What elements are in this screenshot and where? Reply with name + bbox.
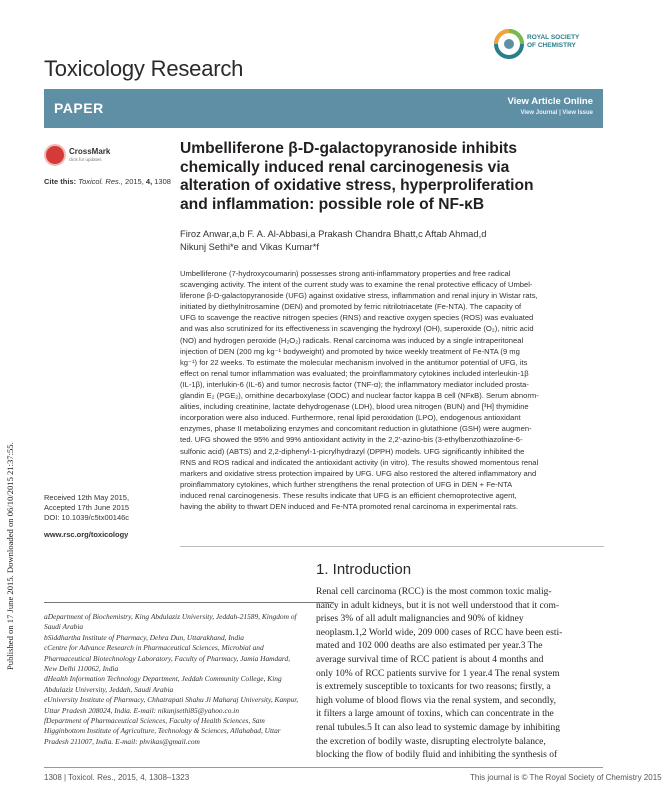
- received-line: Received 12th May 2015,: [44, 493, 130, 502]
- intro-line: neoplasm.1,2 World wide, 209 000 cases of RCC have been esti-: [316, 627, 563, 638]
- affiliation-line: fDepartment of Pharmaceutical Sciences, Faculty of Health Sciences, Sam: [44, 716, 265, 726]
- abstract-line: proinflammatory cytokines, which further strengthens the renal protection of UFG in DEN + Fe-NTA: [180, 479, 513, 489]
- citation-year: 2015,: [125, 177, 144, 186]
- article-type-banner: [44, 89, 603, 128]
- abstract-line: liferone β-D-galactopyranoside (UFG) against oxidative stress, inflammation and renal injury in Wistar rats,: [180, 291, 538, 301]
- crossmark-icon: [44, 144, 66, 166]
- abstract-line: initiated by diethylnitrosamine (DEN) and promoted by ferric nitrilotriacetate (Fe-NTA). The capacity of: [180, 302, 522, 312]
- affiliation-line: Pharmaceutical Biotechnology Laboratory, Faculty of Pharmacy, Jamia Hamdard,: [44, 653, 291, 663]
- footer-divider: [44, 767, 603, 768]
- section-heading-introduction: 1. Introduction: [316, 561, 412, 578]
- accepted-line: Accepted 17th June 2015: [44, 503, 130, 512]
- affiliation-line: New Delhi 110062, India: [44, 664, 119, 674]
- abstract-line: alities, including creatinine, lactate dehydrogenase (LDH), blood urea nitrogen (BUN) and [³H] thymidine: [180, 402, 529, 412]
- intro-line: Renal cell carcinoma (RCC) is the most common toxic malig-: [316, 587, 552, 597]
- abstract-line: scavenging activity. The intent of the current study was to examine the renal protective efficacy of Umbel-: [180, 280, 533, 290]
- citation-journal: Toxicol. Res.,: [78, 177, 123, 186]
- download-note: [2, 200, 18, 670]
- affiliation-line: dHealth Information Technology Department, Jeddah Community College, King: [44, 674, 282, 684]
- download-note-text: Published on 17 June 2015. Downloaded on 06/10/2015 21:37:55.: [5, 442, 15, 670]
- view-journal-issue-links[interactable]: View Journal | View Issue: [520, 110, 593, 116]
- article-type-label: PAPER: [54, 100, 104, 116]
- citation-volume: 4,: [145, 177, 153, 186]
- rsc-logo-line2: OF CHEMISTRY: [527, 42, 576, 49]
- rsc-logo-line1: ROYAL SOCIETY: [527, 34, 580, 41]
- citation-prefix: Cite this:: [44, 177, 77, 186]
- abstract-line: (NO) and hydrogen peroxide (H₂O₂) radicals. Renal carcinoma was induced by a single intraperitoneal: [180, 335, 524, 345]
- author-line: Firoz Anwar,a,b F. A. Al-Abbasi,a Prakash Chandra Bhatt,c Aftab Ahmad,d: [180, 228, 487, 239]
- rsc-logo: [493, 22, 603, 72]
- introduction-body: [316, 586, 606, 763]
- affiliation-line: eUniversity Institute of Pharmacy, Chhatrapati Shahu Ji Maharaj University, Kanpur,: [44, 695, 299, 705]
- abstract-line: injection of DEN (200 mg kg⁻¹ bodyweight) and promoted by twice weekly treatment of Fe-NTA (9 mg: [180, 346, 520, 356]
- intro-line: is extremely susceptible to toxicants for two reasons; firstly, a: [316, 682, 551, 693]
- footer-copyright: This journal is © The Royal Society of Chemistry 2015: [470, 773, 662, 782]
- affiliation-line: Uttar Pradesh 208024, India. E-mail: nikunjsethi85@yahoo.co.in: [44, 705, 240, 715]
- crossmark-sub: click for updates: [69, 157, 102, 162]
- intro-line: prises 3% of all adult malignancies and 90% of kidney: [316, 614, 524, 625]
- intro-line: the excretion of bodily waste, disrupting electrolyte balance,: [316, 736, 546, 747]
- abstract-line: sulfonic acid) (ABTS) and 2,2-diphenyl-1-picrylhydrazyl (DPPH) models. UFG significantly inhibited the: [180, 446, 525, 456]
- crossmark-button[interactable]: [44, 144, 124, 166]
- affiliation-divider: [44, 602, 334, 603]
- affiliation-line: Abdulaziz University, Jeddah, Saudi Arabia: [44, 684, 174, 694]
- abstract-line: glandin E₂ (PGE₂), ornithine decarboxylase (ODC) and nuclear factor kappa B cell (NFκB). Serum abnorm-: [180, 391, 539, 401]
- abstract-line: ted. UFG showed the 95% and 99% antioxidant activity in the 2,2′-azino-bis (3-ethylbenzothiazoline-6-: [180, 435, 523, 445]
- intro-line: average survival time of RCC patient is about 4 months and: [316, 654, 544, 665]
- title-line: and inflammation: possible role of NF-κB: [180, 195, 485, 213]
- abstract-line: UFG to scavenge the reactive nitrogen species (RNS) and reactive oxygen species (ROS) was evaluated: [180, 313, 534, 323]
- abstract-line: enzymes, phase II metabolizing enzymes and concomitant reduction in glutathione (GSH) were augmen-: [180, 424, 532, 434]
- title-line: Umbelliferone β-D-galactopyranoside inhibits: [180, 140, 518, 157]
- abstract-line: having the ability to thwart DEN induced and Fe-NTA promoted renal carcinoma in experimental rats.: [180, 501, 518, 511]
- affiliation-line: Saudi Arabia: [44, 622, 84, 632]
- abstract-line: and was also scrutinized for its effectiveness in scavenging the hydroxyl (OH), superoxide (O₂), nitric acid: [180, 324, 534, 334]
- abstract-line: markers and oxidative stress protection impaired by UFG. UFG also restored the altered inflammatory and: [180, 468, 537, 478]
- intro-line: high volume of blood flows via the renal system, and secondly,: [316, 695, 557, 706]
- affiliation-line: Higginbottom Institute of Agriculture, Technology & Sciences, Allahabad, Uttar: [44, 726, 281, 736]
- affiliations: [44, 612, 344, 747]
- abstract-line: induced renal carcinogenesis. These results indicate that UFG is an efficient chemoprotective agent,: [180, 490, 517, 500]
- citation: [44, 177, 171, 186]
- intro-line: nancy in adult kidneys, but it is not well understood that it com-: [316, 600, 560, 611]
- abstract-line: RNS and ROS radical and indicated the antioxidant activity (in vitro). The results showed momentous renal: [180, 457, 539, 467]
- doi-line[interactable]: DOI: 10.1039/c5tx00146c: [44, 513, 130, 522]
- intro-line: mated and 102 000 deaths are also estimated per year.3 The: [316, 641, 543, 652]
- affiliation-line: bSiddhartha Institute of Pharmacy, Dehra Dun, Uttarakhand, India: [44, 632, 244, 642]
- journal-title: Toxicology Research: [44, 56, 244, 81]
- affiliation-line: Pradesh 211007, India. E-mail: phvikas@gmail.com: [44, 736, 200, 746]
- footer-page-info: 1308 | Toxicol. Res., 2015, 4, 1308–1323: [44, 773, 190, 782]
- intro-line: blocking the flow of bodily fluid and inhibiting the synthesis of: [316, 750, 558, 761]
- abstract-line: incorporation were also induced. Furthermore, renal lipid peroxidation (LPO), endogenous antioxidant: [180, 413, 521, 423]
- abstract: [180, 268, 604, 512]
- abstract-divider: [180, 546, 604, 547]
- title-line: chemically induced renal carcinogenesis via: [180, 158, 510, 176]
- author-list: [180, 228, 590, 253]
- view-article-online-link[interactable]: View Article Online: [507, 96, 593, 107]
- affiliation-line: aDepartment of Biochemistry, King Abdulaziz University, Jeddah-21589, Kingdom of: [44, 612, 297, 621]
- abstract-line: (IL-1β), interlukin-6 (IL-6) and tumor necrosis factor (TNF-α); the inflammatory mediator included prosta-: [180, 379, 529, 389]
- journal-website-link[interactable]: www.rsc.org/toxicology: [44, 530, 129, 539]
- citation-page: 1308: [154, 177, 171, 186]
- received-dates: [44, 493, 129, 523]
- abstract-line: kg⁻¹) for 22 weeks. To estimate the molecular mechanism involved in the antitumor potential of UFG, its: [180, 357, 528, 367]
- title-line: alteration of oxidative stress, hyperproliferation: [180, 177, 534, 195]
- abstract-line: effect on renal tumor inflammation was evaluated; the proinflammatory cytokines included interleukin-1β: [180, 368, 529, 378]
- abstract-line: Umbelliferone (7-hydroxycoumarin) possesses strong anti-inflammatory properties and free radical: [180, 269, 511, 278]
- intro-line: renal tubules.5 It can also lead to systemic damage by inhibiting: [316, 722, 561, 733]
- author-line: Nikunj Sethi*e and Vikas Kumar*f: [180, 240, 319, 252]
- intro-line: it filters a large amount of toxins, which can concentrate in the: [316, 709, 554, 720]
- affiliation-line: cCentre for Advance Research in Pharmaceutical Sciences, Microbial and: [44, 643, 264, 653]
- intro-line: only 10% of RCC patients survive for 1 year.4 The renal system: [316, 668, 560, 679]
- article-title: [180, 140, 600, 214]
- crossmark-label: CrossMark: [69, 147, 111, 156]
- rsc-logo-icon: [493, 22, 525, 66]
- rsc-logo-text: [527, 34, 579, 50]
